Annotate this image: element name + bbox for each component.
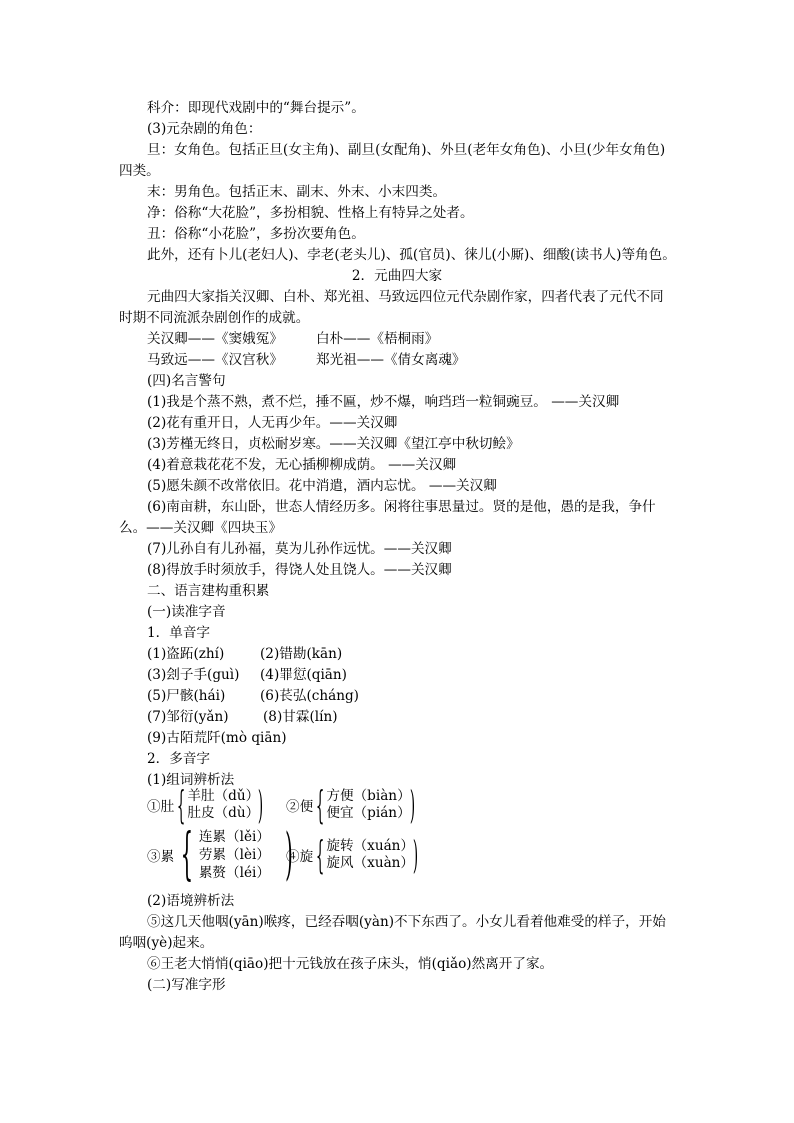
section-heading: 二、语言建构重积累 bbox=[147, 583, 270, 599]
polyphone-word: 旋风（xuàn） bbox=[326, 855, 415, 871]
pinyin-item: (7)邹衍(yǎn) bbox=[147, 709, 229, 725]
right-paren-icon: ) bbox=[412, 833, 419, 877]
subsection-heading: (1)组词辨析法 bbox=[147, 772, 235, 788]
polyphone-group bbox=[147, 822, 300, 887]
polyphone-group bbox=[286, 833, 423, 877]
author-work: 郑光祖——《倩女离魂》 bbox=[316, 352, 466, 368]
polyphone-word: 方便（biàn） bbox=[326, 788, 411, 804]
pinyin-item: (3)刽子手(guì) bbox=[147, 667, 240, 683]
left-brace-icon: { bbox=[316, 783, 325, 827]
polyphone-char: ②便 bbox=[286, 799, 314, 815]
quote-line: (7)儿孙自有儿孙福，莫为儿孙作远忧。——关汉卿 bbox=[147, 541, 452, 557]
quote-line: (5)愿朱颜不改常依旧。花中消遣，酒内忘忧。 ——关汉卿 bbox=[147, 478, 497, 494]
section-heading: (四)名言警句 bbox=[147, 373, 226, 389]
right-paren-icon: ) bbox=[285, 822, 293, 887]
pinyin-item: (2)错勘(kān) bbox=[260, 646, 343, 662]
polyphone-word: 累赘（léi） bbox=[198, 865, 270, 881]
right-paren-icon: ) bbox=[258, 783, 264, 827]
polyphone-items bbox=[187, 788, 259, 822]
polyphone-word: 旋转（xuán） bbox=[326, 838, 415, 854]
polyphone-items bbox=[199, 828, 270, 882]
author-work: 关汉卿——《窦娥冤》 bbox=[147, 331, 283, 347]
text-line: 科介：即现代戏剧中的“舞台提示”。 bbox=[147, 100, 365, 116]
pinyin-item: (5)尸骸(hái) bbox=[147, 688, 226, 704]
subsection-heading: 2．多音字 bbox=[147, 751, 211, 767]
quote-line: (1)我是个蒸不熟，煮不烂，捶不匾，炒不爆，响珰珰一粒铜豌豆。 ——关汉卿 bbox=[147, 394, 620, 410]
left-brace-icon: { bbox=[316, 833, 325, 877]
left-brace-icon: { bbox=[180, 822, 194, 887]
left-brace-icon: { bbox=[177, 783, 186, 827]
subsection-heading: 1．单音字 bbox=[147, 625, 211, 641]
quote-line: 么。——关汉卿《四块玉》 bbox=[119, 520, 283, 536]
polyphone-word: 劳累（lèi） bbox=[198, 847, 270, 863]
section-heading: 2．元曲四大家 bbox=[351, 268, 443, 284]
text-line: 四类。 bbox=[119, 163, 160, 179]
subsection-heading: (2)语境辨析法 bbox=[147, 893, 235, 909]
text-line: 旦：女角色。包括正旦(女主角)、副旦(女配角)、外旦(老年女角色)、小旦(少年女角色) bbox=[147, 142, 666, 158]
quote-line: (8)得放手时须放手，得饶人处且饶人。——关汉卿 bbox=[147, 562, 452, 578]
pinyin-item: (9)古陌荒阡(mò qiān) bbox=[147, 730, 287, 746]
text-line: 丑：俗称“小花脸”，多扮次要角色。 bbox=[147, 226, 365, 242]
subsection-heading: (二)写准字形 bbox=[147, 977, 226, 993]
text-line: 元曲四大家指关汉卿、白朴、郑光祖、马致远四位元代杂剧作家，四者代表了元代不同 bbox=[147, 289, 664, 305]
polyphone-word: 羊肚（dǔ） bbox=[187, 788, 260, 804]
polyphone-group bbox=[147, 783, 268, 827]
text-line: ⑤这几天他咽(yān)喉疼，已经吞咽(yàn)不下东西了。小女儿看着他难受的样子，开始 bbox=[147, 914, 666, 930]
text-line: 时期不同流派杂剧创作的成就。 bbox=[119, 310, 310, 326]
pinyin-item: (6)苌弘(cháng) bbox=[260, 688, 359, 704]
polyphone-word: 肚皮（dù） bbox=[187, 805, 260, 821]
text-line: 净：俗称“大花脸”，多扮相貌、性格上有特异之处者。 bbox=[147, 205, 474, 221]
polyphone-items bbox=[326, 788, 410, 822]
quote-line: (3)芳槿无终日，贞松耐岁寒。——关汉卿《望江亭中秋切鲙》 bbox=[147, 436, 520, 452]
polyphone-char: ④旋 bbox=[286, 849, 314, 865]
pinyin-item: (4)罪愆(qiān) bbox=[260, 667, 347, 683]
text-line: ⑥王老大悄悄(qiāo)把十元钱放在孩子床头，悄(qiǎo)然离开了家。 bbox=[147, 956, 554, 972]
text-line: (3)元杂剧的角色： bbox=[147, 121, 262, 137]
polyphone-char: ①肚 bbox=[147, 799, 175, 815]
polyphone-word: 便宜（pián） bbox=[326, 805, 411, 821]
author-work: 白朴——《梧桐雨》 bbox=[316, 331, 439, 347]
pinyin-item: (1)盗跖(zhí) bbox=[147, 646, 225, 662]
author-work: 马致远——《汉宫秋》 bbox=[147, 352, 283, 368]
polyphone-word: 连累（lěi） bbox=[198, 829, 270, 845]
quote-line: (4)着意栽花花不发，无心插柳柳成荫。 ——关汉卿 bbox=[147, 457, 457, 473]
text-line: 呜咽(yè)起来。 bbox=[119, 935, 214, 951]
quote-line: (6)南亩耕，东山卧，世态人情经历多。闲将往事思量过。贤的是他，愚的是我，争什 bbox=[147, 499, 656, 515]
author-work-pair bbox=[147, 329, 283, 349]
subsection-heading: (一)读准字音 bbox=[147, 604, 226, 620]
quote-line: (2)花有重开日，人无再少年。——关汉卿 bbox=[147, 415, 398, 431]
polyphone-char: ③累 bbox=[147, 849, 175, 865]
polyphone-items bbox=[326, 838, 414, 872]
polyphone-group bbox=[286, 783, 420, 827]
author-work-pair bbox=[147, 350, 283, 370]
text-line: 末：男角色。包括正末、副末、外末、小末四类。 bbox=[147, 184, 447, 200]
pinyin-item: (8)甘霖(lín) bbox=[263, 709, 338, 725]
text-line: 此外，还有卜儿(老妇人)、孛老(老头儿)、孤(官员)、徕儿(小厮)、细酸(读书人)等角色。 bbox=[147, 247, 676, 263]
right-paren-icon: ) bbox=[409, 783, 415, 827]
